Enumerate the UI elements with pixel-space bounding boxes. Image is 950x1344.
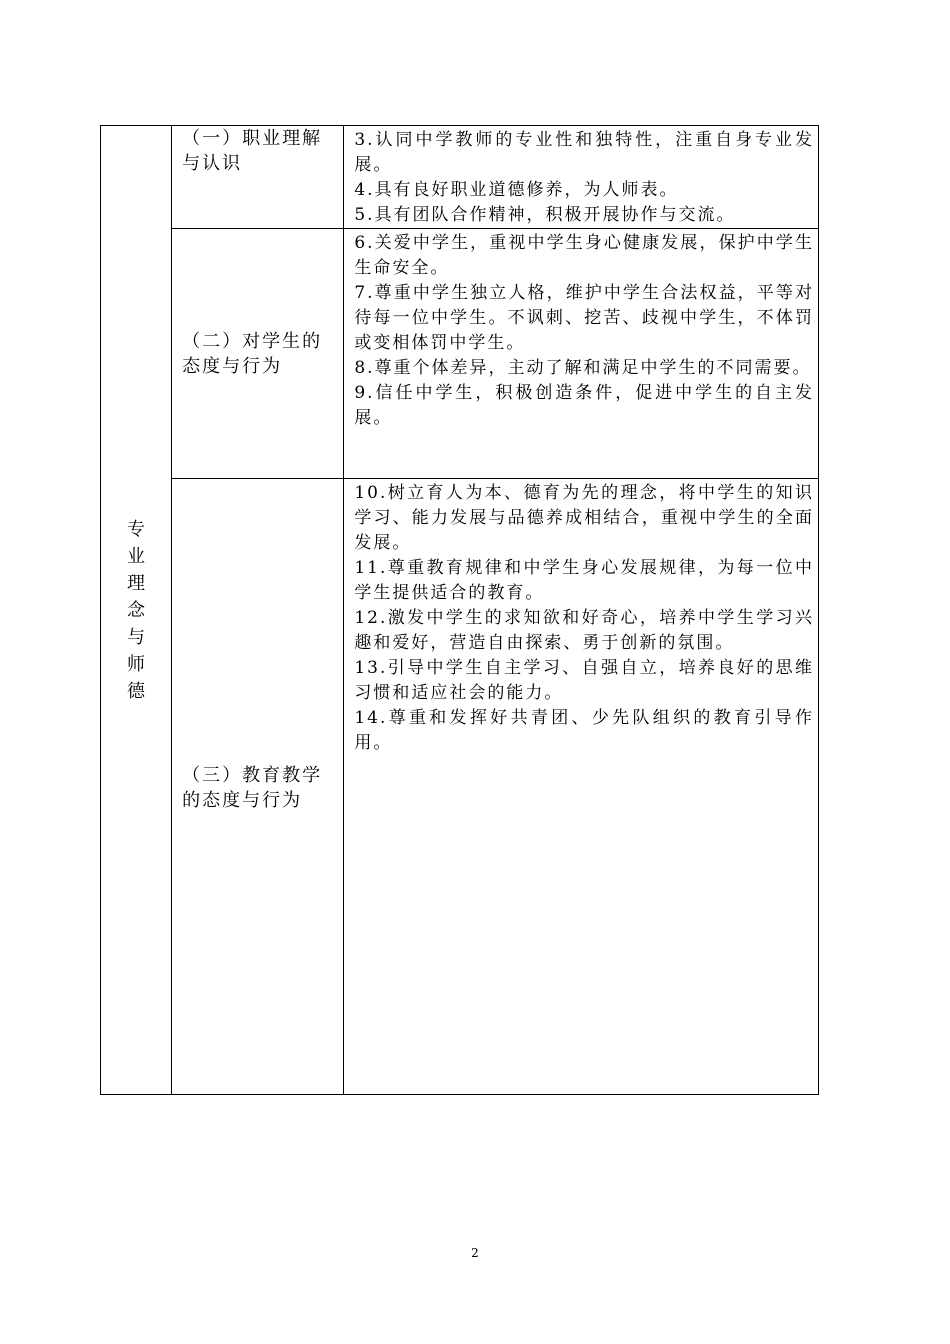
list-item: 6.关爱中学生，重视中学生身心健康发展，保护中学生生命安全。	[354, 233, 814, 278]
table-row	[101, 479, 819, 1095]
list-item: 12.激发中学生的求知欲和好奇心，培养中学生学习兴趣和爱好，营造自由探索、勇于创新的氛围。	[354, 608, 814, 653]
table-row	[101, 229, 819, 479]
domain-label: 专业理念与师德	[127, 518, 146, 702]
list-item: 14.尊重和发挥好共青团、少先队组织的教育引导作用。	[354, 708, 814, 753]
field-label: （一）职业理解与认识	[182, 128, 323, 174]
list-item: 3.认同中学教师的专业性和独特性，注重自身专业发展。	[354, 130, 814, 175]
field-cell	[172, 479, 344, 1095]
list-item: 9.信任中学生，积极创造条件，促进中学生的自主发展。	[354, 383, 814, 428]
list-item: 5.具有团队合作精神，积极开展协作与交流。	[354, 205, 736, 225]
field-cell	[172, 229, 344, 479]
domain-cell	[101, 126, 172, 1095]
field-label: （三）教育教学的态度与行为	[182, 765, 323, 811]
field-label: （二）对学生的态度与行为	[182, 330, 323, 377]
content-cell	[344, 479, 819, 1095]
page-number: 2	[471, 1246, 479, 1260]
table-row	[101, 126, 819, 229]
content-cell	[344, 229, 819, 479]
list-item: 7.尊重中学生独立人格，维护中学生合法权益，平等对待每一位中学生。不讽刺、挖苦、歧视中学生，不体罚或变相体罚中学生。	[354, 283, 814, 353]
content-cell	[344, 126, 819, 229]
list-item: 11.尊重教育规律和中学生身心发展规律，为每一位中学生提供适合的教育。	[354, 558, 814, 603]
standards-table	[100, 125, 819, 1095]
list-item: 10.树立育人为本、德育为先的理念，将中学生的知识学习、能力发展与品德养成相结合，重视中学生的全面发展。	[354, 483, 814, 553]
list-item: 13.引导中学生自主学习、自强自立，培养良好的思维习惯和适应社会的能力。	[354, 658, 814, 703]
field-cell	[172, 126, 344, 229]
list-item: 8.尊重个体差异，主动了解和满足中学生的不同需要。	[354, 358, 812, 378]
list-item: 4.具有良好职业道德修养，为人师表。	[354, 180, 679, 200]
